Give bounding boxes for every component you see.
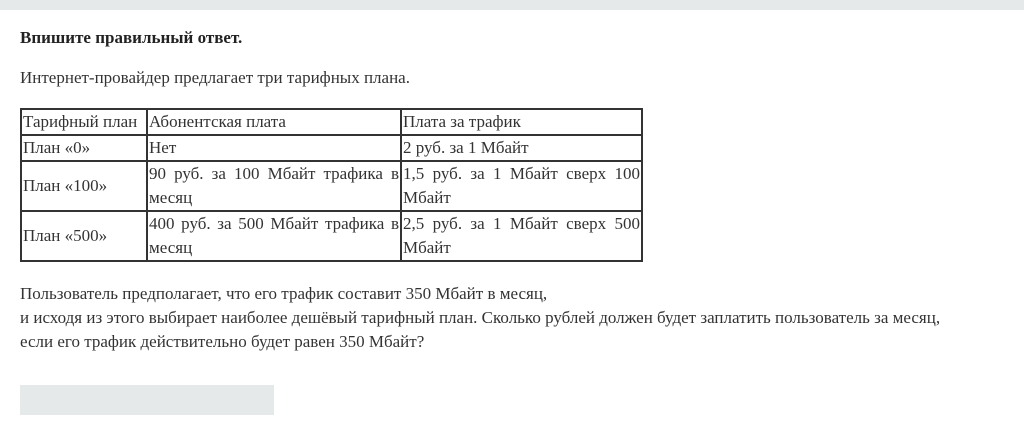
table-header-cell: Тарифный план	[21, 109, 147, 135]
table-cell: 2 руб. за 1 Мбайт	[401, 135, 642, 161]
table-header-row	[21, 109, 642, 135]
table-row	[21, 135, 642, 161]
table-cell: План «500»	[21, 211, 147, 261]
table-cell: План «100»	[21, 161, 147, 211]
answer-input[interactable]	[20, 385, 274, 415]
task-instruction: Впишите правильный ответ.	[20, 28, 243, 47]
task-container	[20, 28, 1010, 354]
question-line: если его трафик действительно будет равен 350 Мбайт?	[20, 332, 425, 351]
task-intro: Интернет-провайдер предлагает три тарифных плана.	[20, 68, 410, 87]
table-cell: 2,5 руб. за 1 Мбайт сверх 500 Мбайт	[401, 211, 642, 261]
tariff-table	[20, 108, 643, 262]
table-header-cell: Абонентская плата	[147, 109, 401, 135]
top-bar	[0, 0, 1024, 10]
question-text	[20, 282, 1010, 354]
table-row	[21, 161, 642, 211]
table-header-cell: Плата за трафик	[401, 109, 642, 135]
table-cell: 400 руб. за 500 Мбайт трафика в месяц	[147, 211, 401, 261]
table-cell: 1,5 руб. за 1 Мбайт сверх 100 Мбайт	[401, 161, 642, 211]
table-cell: Нет	[147, 135, 401, 161]
question-line: Пользователь предполагает, что его трафик составит 350 Мбайт в месяц,	[20, 284, 548, 303]
table-row	[21, 211, 642, 261]
table-cell: План «0»	[21, 135, 147, 161]
question-line: и исходя из этого выбирает наиболее дешёвый тарифный план. Сколько рублей должен будет заплатить пользователь за месяц,	[20, 308, 941, 327]
table-cell: 90 руб. за 100 Мбайт трафика в месяц	[147, 161, 401, 211]
